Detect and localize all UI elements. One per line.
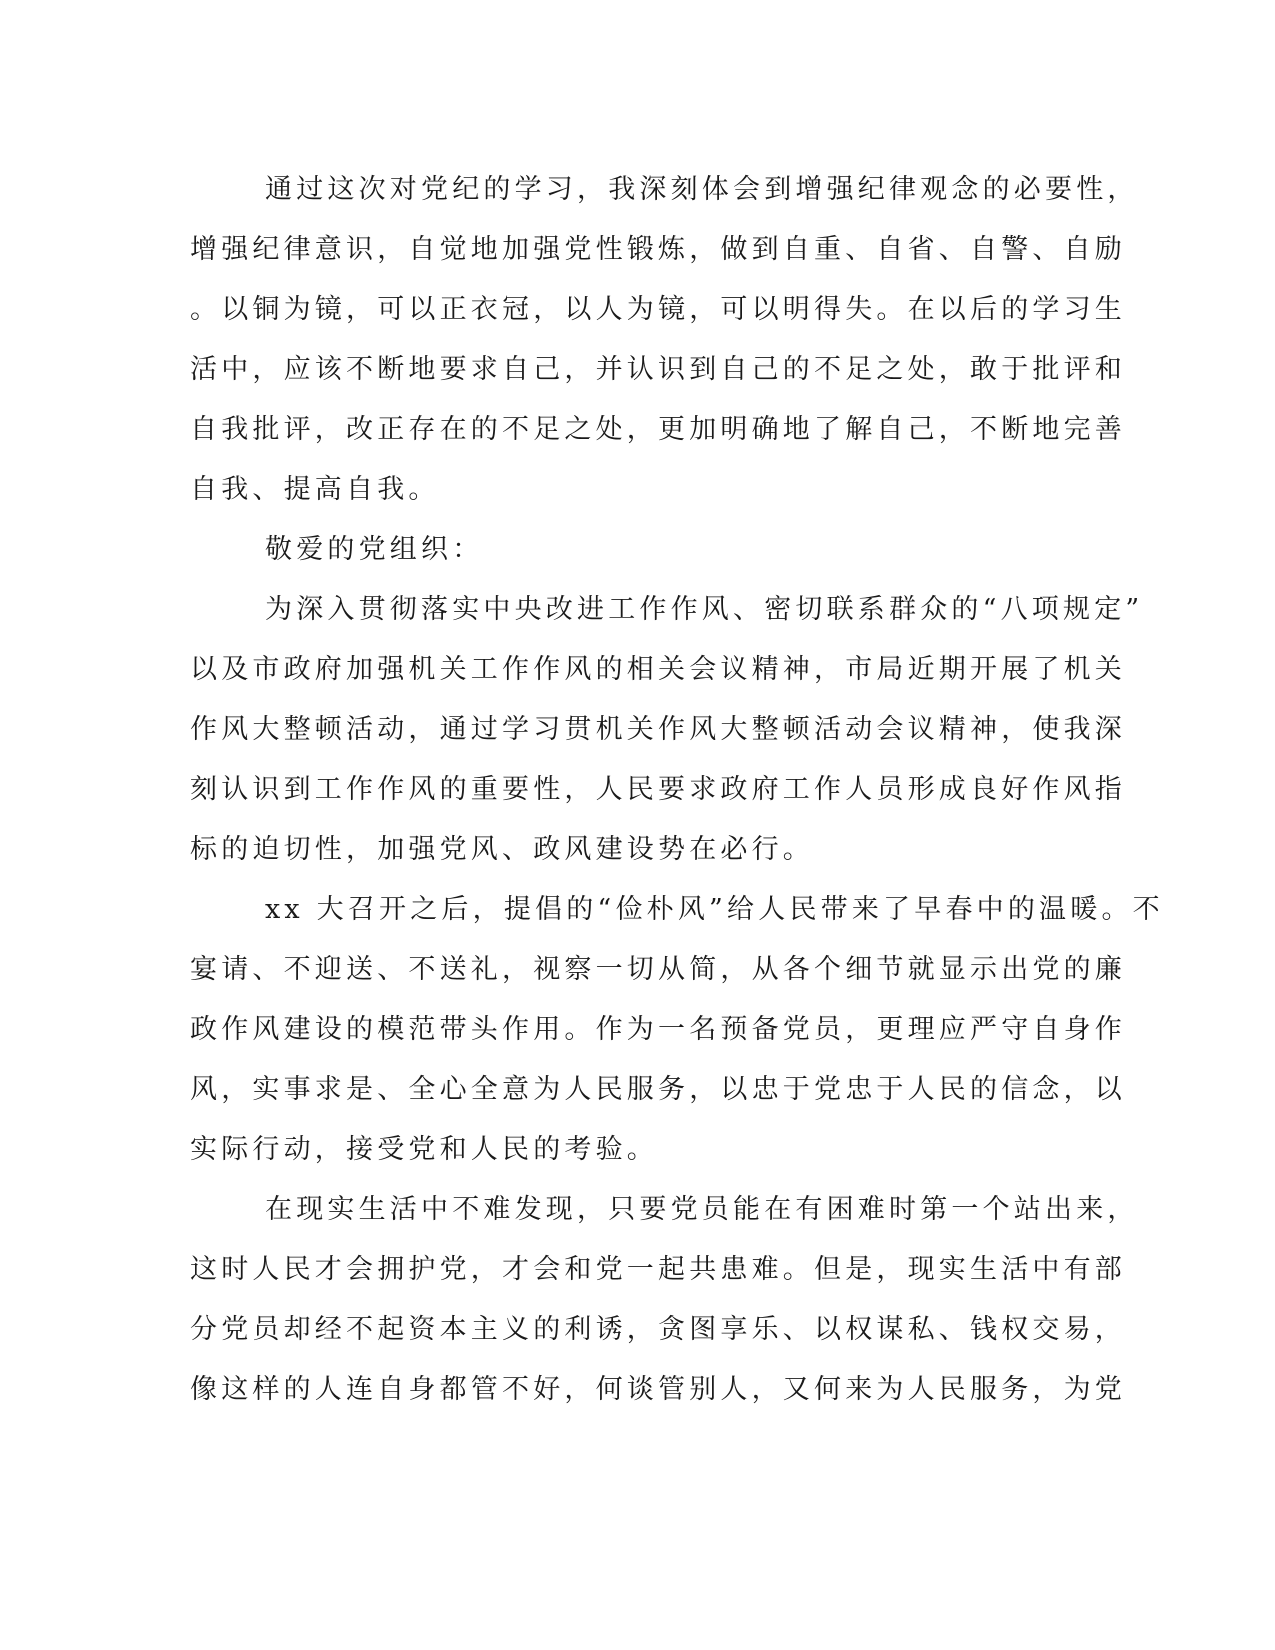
document-body (190, 160, 1164, 1420)
text-line: 标的迫切性，加强党风、政风建设势在必行。 (190, 834, 814, 865)
text-line: xx 大召开之后，提倡的“俭朴风”给人民带来了早春中的温暖。不 (265, 894, 1164, 925)
text-line: 通过这次对党纪的学习，我深刻体会到增强纪律观念的必要性， (265, 174, 1139, 205)
text-line: 实际行动，接受党和人民的考验。 (190, 1134, 658, 1165)
text-line: 作风大整顿活动，通过学习贯机关作风大整顿活动会议精神，使我深 (190, 714, 1126, 745)
text-line: 。以铜为镜，可以正衣冠，以人为镜，可以明得失。在以后的学习生 (190, 294, 1126, 325)
text-line: 宴请、不迎送、不送礼，视察一切从简，从各个细节就显示出党的廉 (190, 954, 1126, 985)
text-line: 自我、提高自我。 (190, 474, 440, 505)
text-line: 刻认识到工作作风的重要性，人民要求政府工作人员形成良好作风指 (190, 774, 1126, 805)
text-line: 为深入贯彻落实中央改进工作作风、密切联系群众的“八项规定” (265, 594, 1144, 625)
text-line: 这时人民才会拥护党，才会和党一起共患难。但是，现实生活中有部 (190, 1254, 1126, 1285)
text-line: 像这样的人连自身都管不好，何谈管别人，又何来为人民服务，为党 (190, 1374, 1126, 1405)
text-line: 分党员却经不起资本主义的利诱，贪图享乐、以权谋私、钱权交易， (190, 1314, 1126, 1345)
text-line: 活中，应该不断地要求自己，并认识到自己的不足之处，敢于批评和 (190, 354, 1126, 385)
text-line: 自我批评，改正存在的不足之处，更加明确地了解自己，不断地完善 (190, 414, 1126, 445)
salutation-line: 敬爱的党组织： (265, 534, 484, 565)
text-line: 风，实事求是、全心全意为人民服务，以忠于党忠于人民的信念，以 (190, 1074, 1126, 1105)
text-line: 在现实生活中不难发现，只要党员能在有困难时第一个站出来， (265, 1194, 1139, 1225)
text-line: 以及市政府加强机关工作作风的相关会议精神，市局近期开展了机关 (190, 654, 1126, 685)
text-line: 增强纪律意识，自觉地加强党性锻炼，做到自重、自省、自警、自励 (190, 234, 1126, 265)
text-line: 政作风建设的模范带头作用。作为一名预备党员，更理应严守自身作 (190, 1014, 1126, 1045)
